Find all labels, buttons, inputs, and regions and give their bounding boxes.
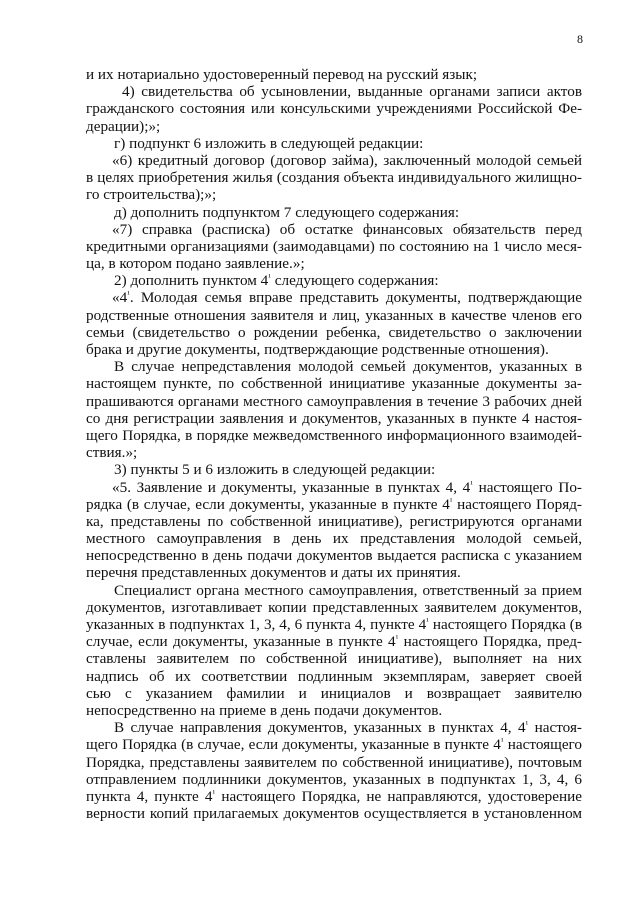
text-line: верности копий прилагаемых документов осуществляется в установленном (86, 805, 582, 823)
text-line: со дня регистрации заявления и документов, указанных в пункте 4 настоя- (86, 409, 582, 427)
text-line: и их нотариально удостоверенный перевод на русский язык; (86, 66, 478, 83)
page-number: 8 (577, 32, 583, 46)
text-line: ца, в котором подано заявление.»; (86, 255, 305, 273)
text-line: в целях приобретения жилья (создания объекта индивидуального жилищно- (86, 169, 582, 187)
text-line: го строительства);»; (86, 186, 217, 204)
text-line: перечня представленных документов и даты их принятия. (86, 564, 461, 582)
text-line: случае, если документы, указанные в пункте $4^{^1}$ настоящего Порядка, пред- (86, 633, 582, 651)
text-line: «5. Заявление и документы, указанные в пунктах 4, $4^{^1}$ настоящего По- (112, 478, 582, 496)
text-line: кредитными организациями (заимодавцами) по состоянию на 1 число меся- (86, 237, 582, 255)
text-line: отправлением подлинники документов, указанных в подпунктах 1, 3, 4, 6 (86, 770, 582, 788)
text-line: рядка (в случае, если документы, указанные в пункте $4^{^1}$ настоящего Поряд- (86, 495, 582, 513)
text-line: В случае направления документов, указанных в пунктах 4, $4^{^1}$ настоя- (114, 719, 582, 737)
text-line: В случае непредставления молодой семьей документов, указанных в (114, 358, 582, 376)
text-line: сью с указанием фамилии и инициалов и возвращает заявителю (86, 684, 582, 702)
text-line: пункта 4, пункте $4^{^1}$ настоящего Порядка, не направляются, удостоверение (86, 787, 582, 805)
text-line: гражданского состояния или консульскими учреждениями Российской Фе- (86, 100, 582, 118)
text-line: д) дополнить подпунктом 7 следующего содержания: (114, 203, 460, 221)
text-line: 2) дополнить пунктом $4^{^1}$ следующего содержания: (114, 272, 439, 290)
text-line: указанных в подпунктах 1, 3, 4, 6 пункта 4, пункте $4^{^1}$ настоящего Порядка (в (86, 616, 582, 633)
text-line: документов, изготавливает копии представленных заявителем документов, (86, 598, 582, 616)
text-line: надпись об их соответствии подлинным экземплярам, заверяет своей (86, 667, 582, 685)
text-line: 4) свидетельства об усыновлении, выданные органами записи актов (122, 83, 582, 101)
text-line: щего Порядка (в случае, если документы, указанные в пункте $4^{^1}$ настоящего (86, 736, 582, 754)
text-line: местного самоуправления в день их представления молодой семьей, (86, 530, 582, 548)
text-line: ка, представлены по собственной инициативе), регистрируются органами (86, 512, 582, 530)
text-line: ставлены заявителем по собственной инициативе), выполняет на них (86, 650, 582, 668)
text-line: «$4^{^1}$. Молодая семья вправе представить документы, подтверждающие (112, 289, 582, 307)
text-line: прашиваются органами местного самоуправления в течение 3 рабочих дней (86, 392, 582, 410)
text-line: семьи (свидетельство о рождении ребенка, свидетельство о заключении (86, 323, 582, 341)
text-line: Порядка, представлены заявителем по собственной инициативе), почтовым (86, 753, 582, 771)
text-line: брака и другие документы, подтверждающие родственные отношения). (86, 341, 549, 358)
text-line: дерации);»; (86, 117, 161, 135)
text-line: непосредственно на приеме в день подачи документов. (86, 701, 443, 719)
text-line: «6) кредитный договор (договор займа), заключенный молодой семьей (112, 151, 582, 169)
text-line: щего Порядка, в порядке межведомственного информационного взаимодей- (86, 426, 582, 444)
text-line: настоящем пункте, по собственной инициативе указанные документы за- (86, 375, 582, 393)
text-line: 3) пункты 5 и 6 изложить в следующей редакции: (114, 461, 436, 479)
text-line: непосредственно в день подачи документов выдается расписка с указанием (86, 547, 582, 565)
text-line: Специалист органа местного самоуправления, ответственный за прием (114, 581, 582, 599)
text-line: родственные отношения заявителя и лиц, указанных в качестве членов его (86, 306, 582, 324)
document-body (86, 66, 582, 822)
text-line: «7) справка (расписка) об остатке финансовых обязательств перед (112, 220, 582, 238)
text-line: г) подпункт 6 изложить в следующей редакции: (114, 134, 424, 152)
text-line: ствия.»; (86, 444, 138, 462)
